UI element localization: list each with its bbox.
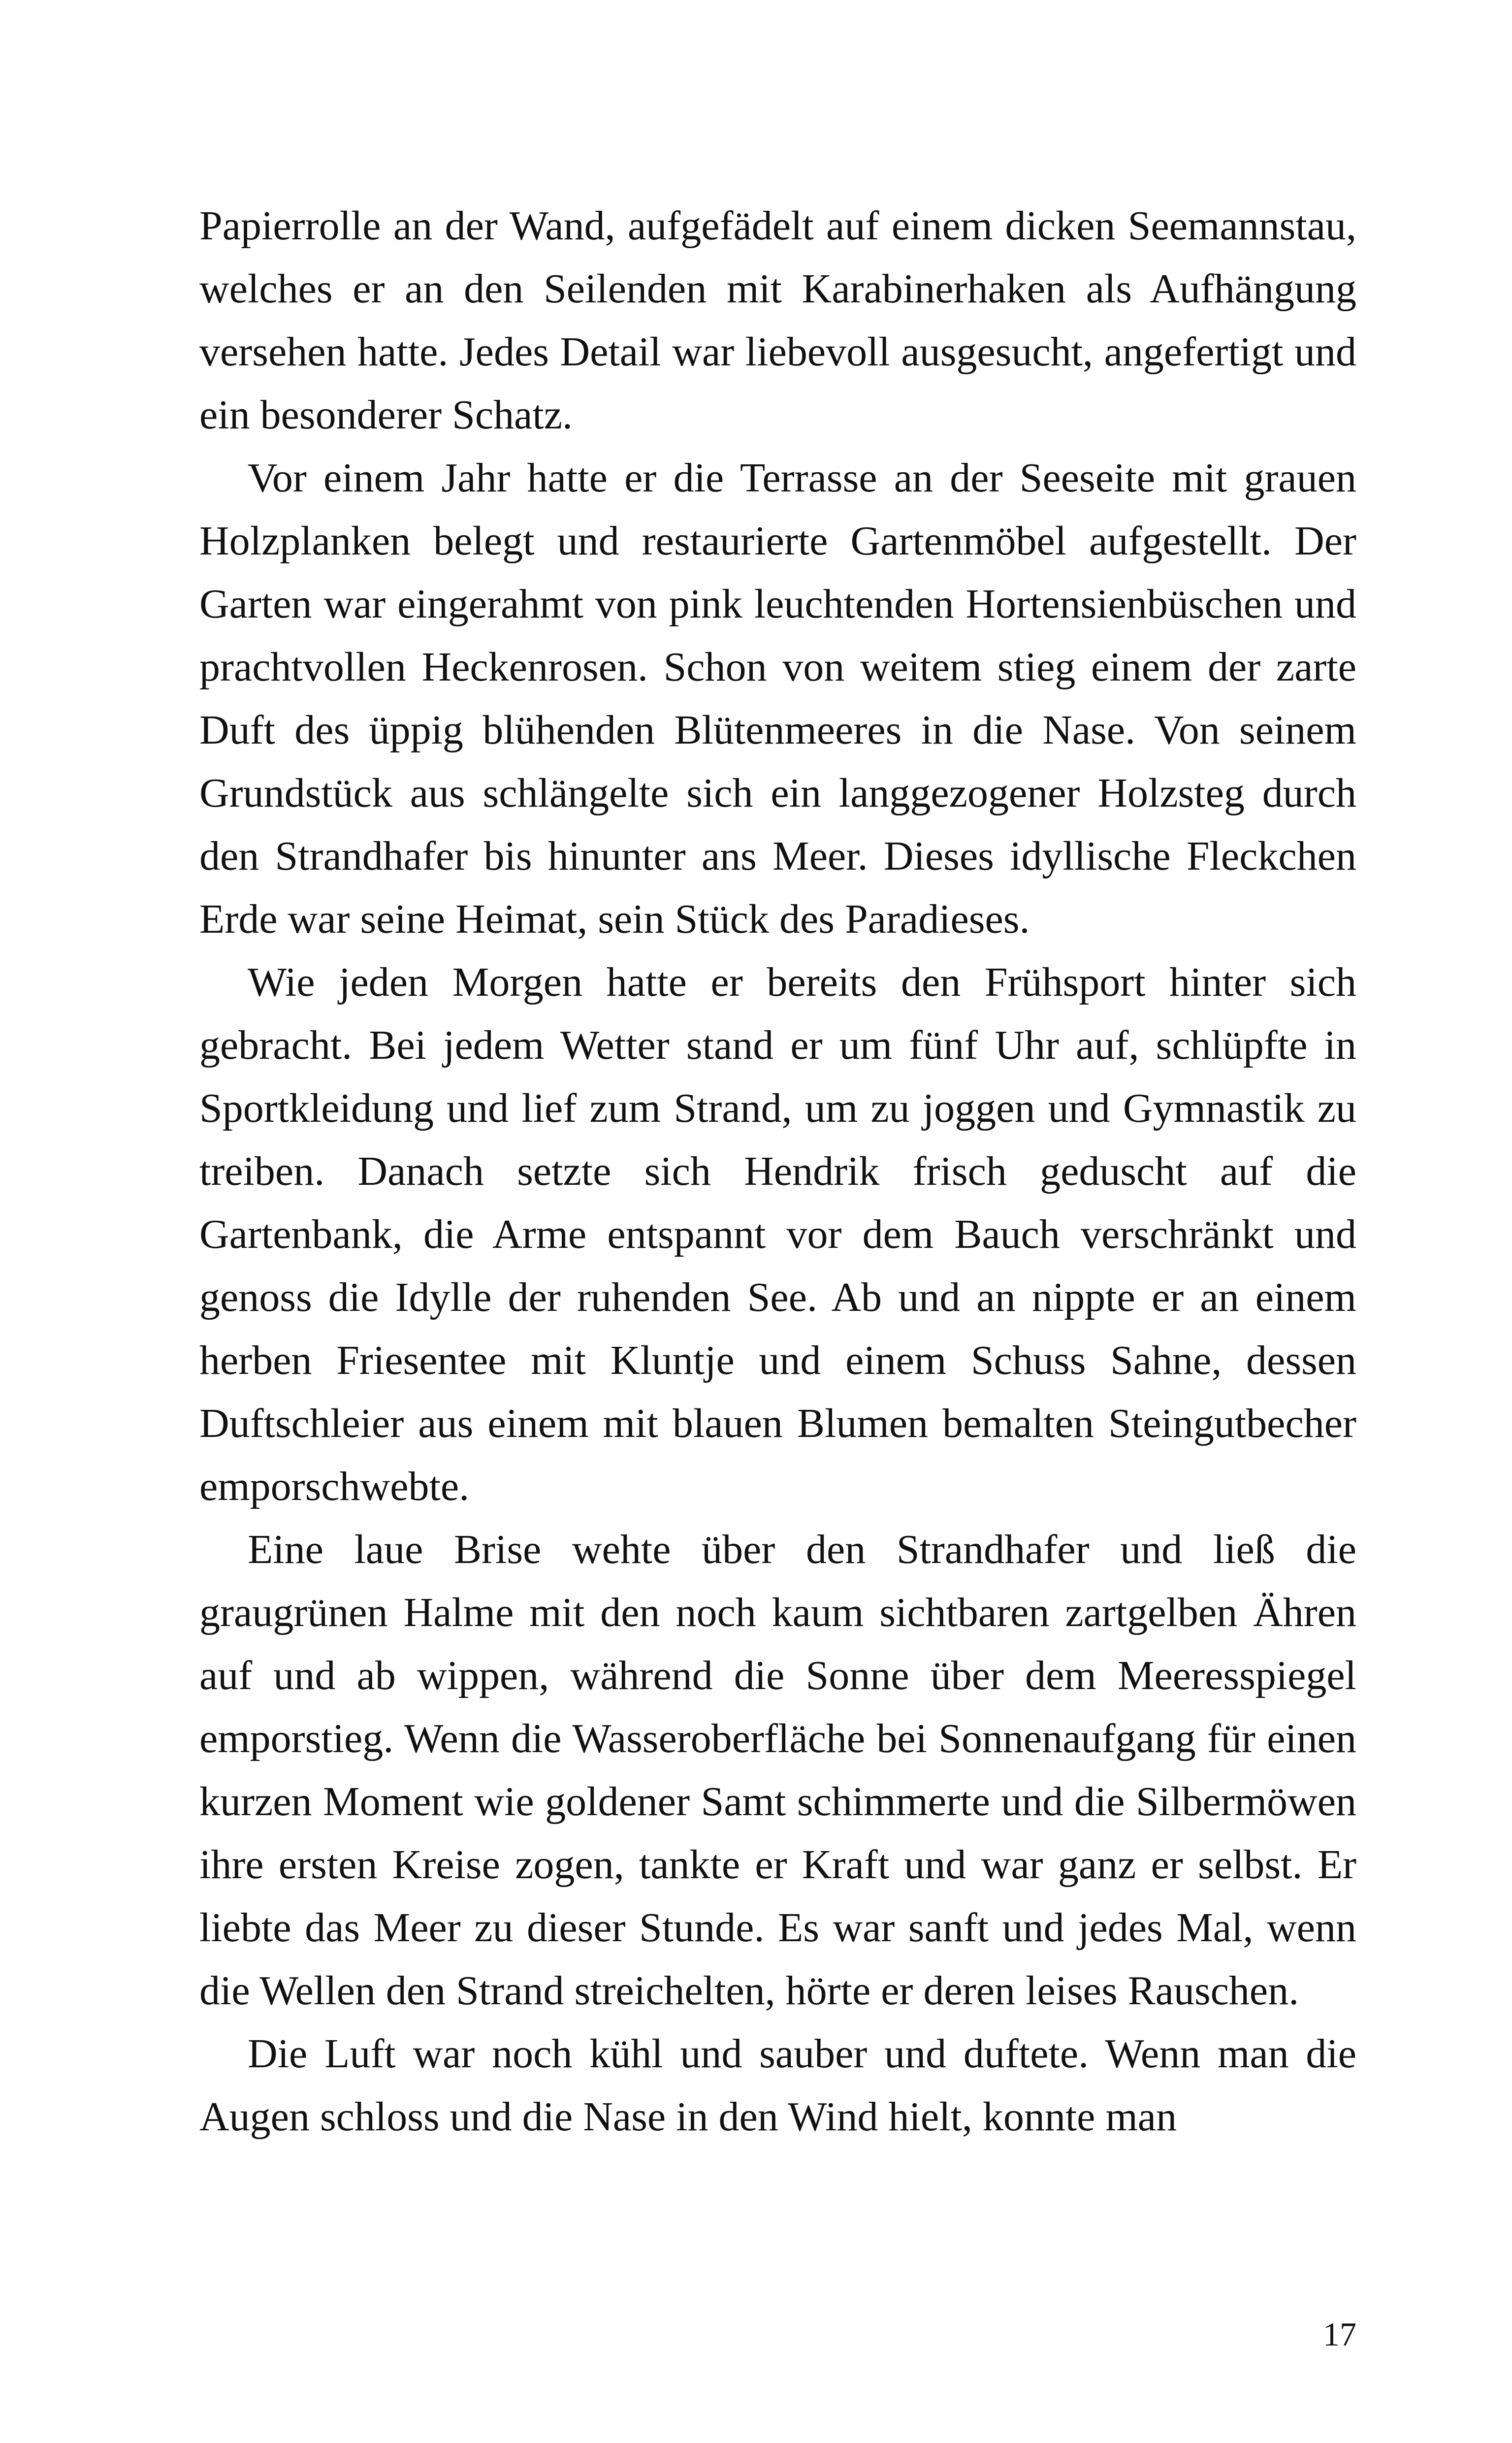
- paragraph-2: Vor einem Jahr hatte er die Terrasse an der Seeseite mit grauen Holzplanken belegt und restaurierte Gartenmöbel aufgestellt. Der Garten war eingerahmt von pink leuchtenden Hortensienbüschen und prachtvollen Heckenrosen. Schon von weitem stieg einem der zarte Duft des üppig blühenden Blütenmeeres in die Nase. Von seinem Grundstück aus schlängelte sich ein langgezogener Holzsteg durch den Strandhafer bis hinunter ans Meer. Dieses idyllische Fleckchen Erde war seine Heimat, sein Stück des Paradieses.: [199, 455, 1356, 942]
- paragraph-4: Eine laue Brise wehte über den Strandhafer und ließ die graugrünen Halme mit den noch kaum sichtbaren zartgelben Ähren auf und ab wippen, während die Sonne über dem Meeresspiegel emporstieg. Wenn die Wasseroberfläche bei Sonnenaufgang für einen kurzen Moment wie goldener Samt schimmerte und die Silbermöwen ihre ersten Kreise zogen, tankte er Kraft und war ganz er selbst. Er liebte das Meer zu dieser Stunde. Es war sanft und jedes Mal, wenn die Wellen den Strand streichelten, hörte er deren leises Rauschen.: [199, 1527, 1356, 2014]
- page-number: 17: [1323, 2315, 1356, 2353]
- body-text: [199, 195, 1356, 2149]
- paragraph-5: Die Luft war noch kühl und sauber und duftete. Wenn man die Augen schloss und die Nase in den Wind hielt, konnte man: [199, 2031, 1356, 2140]
- paragraph-3: Wie jeden Morgen hatte er bereits den Frühsport hinter sich gebracht. Bei jedem Wetter stand er um fünf Uhr auf, schlüpfte in Sportkleidung und lief zum Strand, um zu joggen und Gymnastik zu treiben. Danach setzte sich Hendrik frisch geduscht auf die Gartenbank, die Arme entspannt vor dem Bauch verschränkt und genoss die Idylle der ruhenden See. Ab und an nippte er an einem herben Friesentee mit Kluntje und einem Schuss Sahne, dessen Duftschleier aus einem mit blauen Blumen bemalten Steingutbecher emporschwebte.: [199, 959, 1356, 1509]
- paragraph-1: Papierrolle an der Wand, aufgefädelt auf einem dicken Seemannstau, welches er an den Seilenden mit Karabinerhaken als Aufhängung versehen hatte. Jedes Detail war liebevoll ausgesucht, angefertigt und ein besonderer Schatz.: [199, 203, 1356, 438]
